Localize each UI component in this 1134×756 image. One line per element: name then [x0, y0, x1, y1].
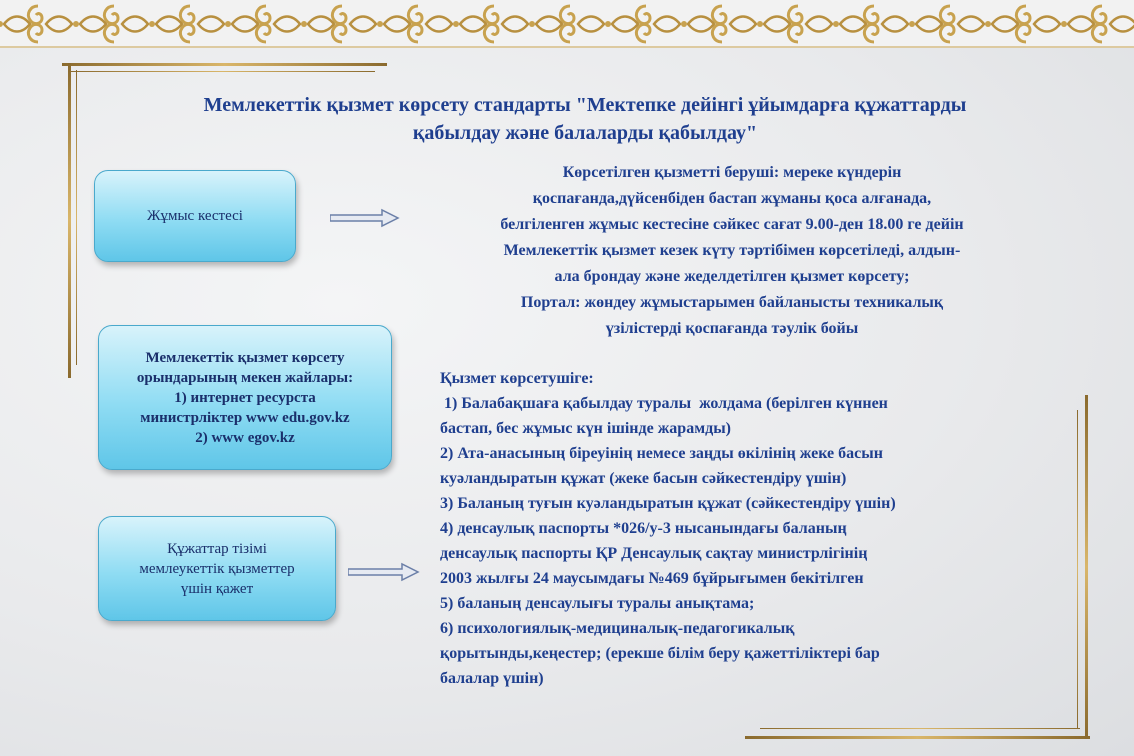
page-title: [120, 91, 1050, 147]
frame-bottom-right-h: [745, 736, 1090, 739]
documents-line: бастап, бес жұмыс күн ішінде жарамды): [440, 420, 732, 437]
arrow-right-icon: [348, 562, 420, 582]
addresses-line: министрліктер www edu.gov.kz: [140, 409, 350, 426]
documents-line: Қызмет көрсетушіге:: [440, 370, 594, 387]
schedule-line: қоспағанда,дүйсенбіден бастап жұманы қоса алғанада,: [532, 190, 932, 207]
addresses-line: Мемлекеттік қызмет көрсету: [145, 349, 345, 366]
schedule-box-label: Жұмыс кестесі: [147, 208, 243, 224]
documents-line: 1) Балабақшаға қабылдау туралы жолдама (берілген күннен: [440, 395, 888, 412]
documents-box-line: мемлеукеттік қызметтер: [139, 560, 295, 577]
addresses-line: 2) www egov.kz: [195, 429, 295, 446]
documents-line: 3) Баланың туғын куәландыратын құжат (сәйкестендіру үшін): [440, 495, 896, 512]
documents-line: 6) психологиялық-медициналық-педагогикалық: [440, 620, 795, 637]
frame-right-v2: [1077, 410, 1078, 728]
arrow-right-icon: [330, 208, 400, 228]
schedule-line: үзілістерді қоспағанда тәулік бойы: [605, 320, 859, 337]
schedule-line: ала брондау және жеделдетілген қызмет көрсету;: [554, 268, 910, 285]
title-line-1: Мемлекеттік қызмет көрсету стандарты "Мектепке дейінгі ұйымдарға құжаттарды: [203, 94, 967, 116]
frame-bottom-right-h2: [760, 728, 1080, 729]
schedule-box: [94, 170, 296, 262]
documents-line: 2003 жылғы 24 маусымдағы №469 бұйрығымен бекітілген: [440, 570, 864, 587]
documents-line: 2) Ата-анасының біреуінің немесе заңды өкілінің жеке басын: [440, 445, 883, 462]
frame-top-left-h2: [70, 71, 375, 72]
addresses-box: [98, 325, 392, 470]
documents-line: 4) денсаулық паспорты *026/у-3 нысанындағы баланың: [440, 520, 847, 537]
frame-left-v: [68, 63, 71, 378]
schedule-line: Көрсетілген қызметті беруші: мереке күндерін: [562, 164, 902, 181]
schedule-description: [412, 160, 1052, 342]
documents-line: қорытынды,кеңестер; (ерекше білім беру қажеттіліктері бар: [440, 645, 880, 662]
documents-description: [440, 366, 1070, 691]
documents-box-line: Құжаттар тізімі: [167, 540, 267, 557]
documents-box: [98, 516, 336, 621]
schedule-line: Портал: жөндеу жұмыстарымен байланысты техникалық: [520, 294, 944, 311]
frame-top-left-h: [62, 63, 387, 66]
addresses-line: орындарының мекен жайлары:: [136, 369, 354, 386]
documents-line: денсаулық паспорты ҚР Денсаулық сақтау министрлігінің: [440, 545, 868, 562]
documents-line: 5) баланың денсаулығы туралы анықтама;: [440, 595, 755, 612]
documents-line: балалар үшін): [440, 670, 544, 687]
frame-right-v: [1085, 395, 1088, 739]
ornament-pattern-icon: [0, 0, 1134, 48]
addresses-line: 1) интернет ресурста: [174, 389, 316, 406]
documents-line: куәландыратын құжат (жеке басын сәйкестендіру үшін): [440, 470, 847, 487]
schedule-line: Мемлекеттік қызмет кезек күту тәртібімен көрсетіледі, алдын-: [503, 242, 961, 259]
schedule-line: белгіленген жұмыс кестесіне сәйкес сағат 9.00-ден 18.00 ге дейін: [500, 216, 964, 233]
documents-box-line: үшін қажет: [180, 580, 254, 597]
title-line-2: қабылдау және балаларды қабылдау": [412, 122, 758, 144]
ornament-band: [0, 0, 1134, 48]
frame-left-v2: [76, 70, 77, 365]
